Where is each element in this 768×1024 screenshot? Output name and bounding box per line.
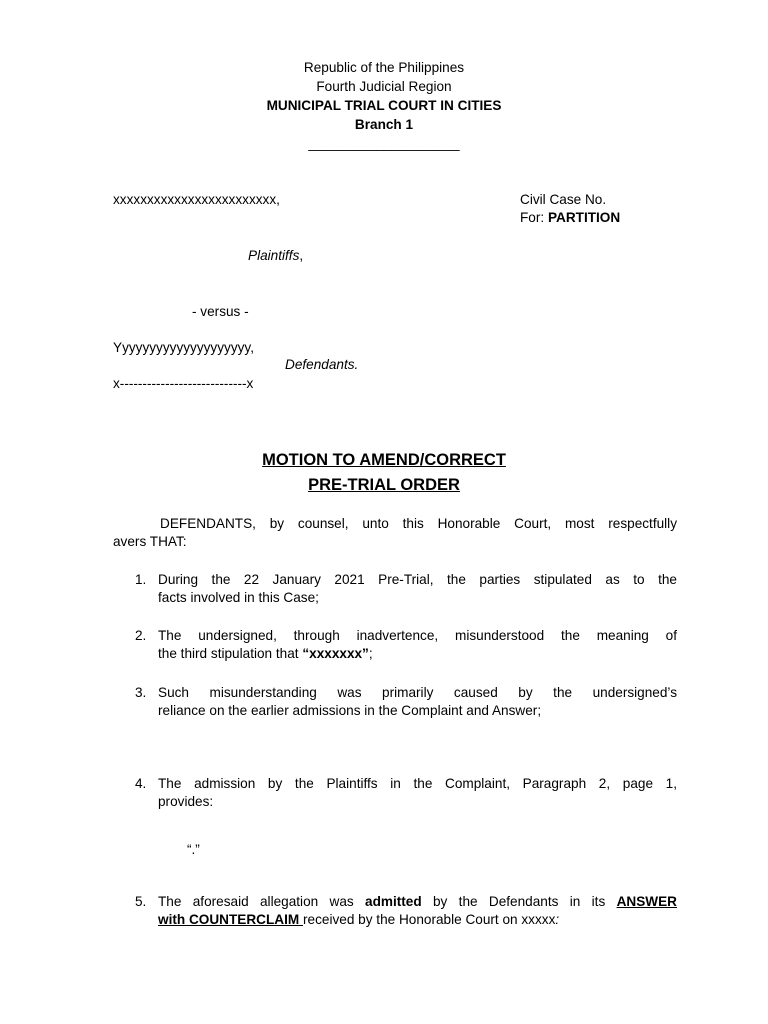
- motion-title-line2: [0, 476, 768, 495]
- versus-text: - versus -: [192, 304, 249, 319]
- plaintiffs-label: Plaintiffs: [248, 248, 300, 263]
- item-5-admitted: admitted: [365, 894, 422, 909]
- item-3-line1: Such misunderstanding was primarily caused by the undersigned’s: [158, 685, 677, 700]
- motion-title-text2: PRE-TRIAL ORDER: [308, 476, 460, 494]
- item-5-line2-end: :: [555, 912, 560, 927]
- item-2-stipulation: “xxxxxxx”: [302, 646, 369, 661]
- plaintiffs-designation: [248, 248, 303, 263]
- header-branch: Branch 1: [354, 117, 414, 132]
- for-label: For:: [520, 210, 548, 225]
- header-republic: Republic of the Philippines: [303, 60, 465, 75]
- item-5-counterclaim: with COUNTERCLAIM: [158, 912, 303, 927]
- item-2-line2-post: ;: [368, 646, 373, 661]
- motion-title-line1: [0, 451, 768, 470]
- item-2-number: 2.: [135, 628, 147, 643]
- item-5-number: 5.: [135, 894, 147, 909]
- item-5-line2: [158, 912, 559, 927]
- item-4-number: 4.: [135, 776, 147, 791]
- intro-line2: avers THAT:: [113, 534, 187, 549]
- header-region: Fourth Judicial Region: [316, 79, 452, 94]
- item-4-line1: The admission by the Plaintiffs in the Complaint, Paragraph 2, page 1,: [158, 776, 677, 791]
- item-5-answer: ANSWER: [616, 894, 677, 909]
- defendant-name: Yyyyyyyyyyyyyyyyyyyy,: [113, 340, 254, 355]
- item-1-line2: facts involved in this Case;: [158, 590, 319, 605]
- header-court: MUNICIPAL TRIAL COURT IN CITIES: [266, 98, 502, 113]
- plaintiffs-comma: ,: [299, 248, 304, 263]
- item-3-line2: reliance on the earlier admissions in the Complaint and Answer;: [158, 703, 542, 718]
- intro-line1: DEFENDANTS, by counsel, unto this Honorable Court, most respectfully: [160, 516, 677, 531]
- item-2-line2-pre: the third stipulation that: [158, 646, 303, 661]
- item-5-line2-post: received by the Honorable Court on xxxxx: [303, 912, 556, 927]
- caption-divider: x----------------------------x: [113, 376, 254, 391]
- item-5-line1-mid: by the Defendants in its: [421, 894, 617, 909]
- item-2-line1: The undersigned, through inadvertence, misunderstood the meaning of: [158, 628, 677, 643]
- defendants-label: Defendants.: [285, 357, 359, 372]
- for-value: PARTITION: [547, 210, 621, 225]
- civil-case-label: Civil Case No.: [520, 192, 607, 207]
- item-5-line1-pre: The aforesaid allegation was: [158, 894, 366, 909]
- plaintiff-name: xxxxxxxxxxxxxxxxxxxxxxxx,: [113, 192, 280, 207]
- item-2-line2: [158, 646, 373, 661]
- item-5-line1: [158, 894, 677, 909]
- motion-title-text1: MOTION TO AMEND/CORRECT: [262, 451, 506, 469]
- case-nature: [520, 210, 620, 225]
- item-1-line1: During the 22 January 2021 Pre-Trial, the parties stipulated as to the: [158, 572, 677, 587]
- item-4-quote: “.”: [187, 842, 200, 857]
- item-3-number: 3.: [135, 685, 147, 700]
- item-1-number: 1.: [135, 572, 147, 587]
- item-4-line2: provides:: [158, 794, 214, 809]
- header-rule: ____________________: [308, 136, 460, 151]
